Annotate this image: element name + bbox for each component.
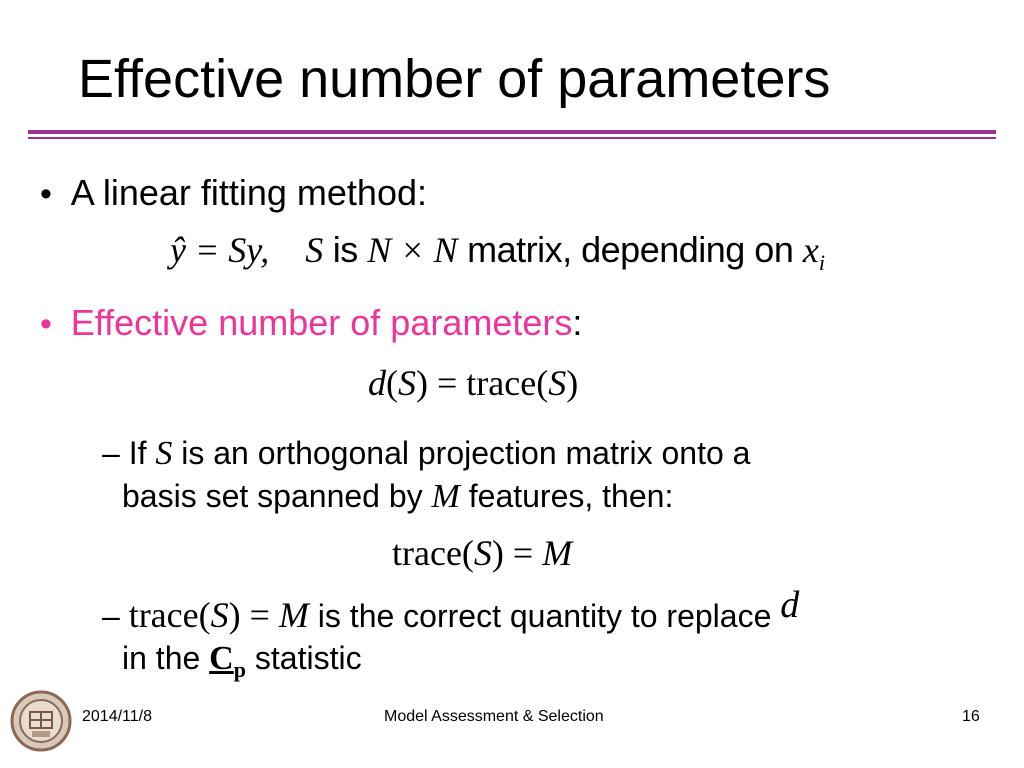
title-rule-thin <box>28 137 996 139</box>
eq3-trace: trace( <box>392 533 474 573</box>
sub-bullet-2-line2 <box>102 641 799 687</box>
sub2-dash: – <box>102 598 129 634</box>
eq2-S2: S <box>548 363 567 403</box>
sub1-text3: features, then: <box>459 478 674 514</box>
sub2-trace: trace( <box>128 595 211 635</box>
sub2-text2: in the <box>122 640 210 676</box>
bullet-2-text: Effective number of parameters <box>70 302 573 343</box>
sub-bullet-1-line1 <box>102 432 750 475</box>
bullet-2 <box>40 302 582 344</box>
eq1-yhat: ŷ <box>170 230 186 270</box>
footer-date: 2014/11/8 <box>82 708 152 725</box>
cp-p: p <box>233 656 246 682</box>
bullet-dot-icon: • <box>40 305 71 343</box>
university-seal-icon <box>10 690 72 752</box>
sub1-M: M <box>431 478 460 515</box>
eq1-is: is <box>323 229 368 270</box>
sub2-d: d <box>780 584 800 626</box>
eq1-equals-sy: = Sy, <box>185 230 270 270</box>
bullet-1 <box>40 172 427 214</box>
bullet-2-colon: : <box>572 302 583 343</box>
sub-bullet-2-line1 <box>102 584 800 641</box>
sub2-text1: is the correct quantity to replace <box>308 598 781 634</box>
equation-trace-m <box>392 532 572 574</box>
cp-C: C <box>209 640 234 677</box>
equation-linear-fit <box>170 229 825 276</box>
eq1-S: S <box>305 230 324 270</box>
eq3-M: M <box>542 533 573 573</box>
cp-symbol <box>209 640 246 682</box>
footer-page-number: 16 <box>962 708 980 725</box>
sub2-M: M <box>278 595 309 635</box>
sub-bullet-2 <box>102 584 800 687</box>
eq2-close: ) <box>566 363 579 403</box>
eq3-close-eq: ) = <box>491 533 543 573</box>
sub1-text2: basis set spanned by <box>122 478 432 514</box>
eq3-S: S <box>473 533 492 573</box>
sub2-close-eq: ) = <box>228 595 279 635</box>
sub1-S: S <box>155 435 173 472</box>
sub-bullet-1 <box>102 432 750 518</box>
eq2-open: ( <box>386 363 398 403</box>
eq1-NxN: N × N <box>367 230 458 270</box>
sub2-S: S <box>210 595 229 635</box>
sub1-dash: – If <box>102 435 156 471</box>
bullet-1-text: A linear fitting method: <box>70 172 427 213</box>
title-rule-thick <box>28 130 996 134</box>
eq1-i: i <box>818 250 825 276</box>
footer-title: Model Assessment & Selection <box>384 708 604 725</box>
eq1-x: x <box>802 230 819 270</box>
eq1-matrix-text: matrix, depending on <box>457 229 803 270</box>
slide-title: Effective number of parameters <box>78 49 831 109</box>
sub2-text3: statistic <box>245 640 362 676</box>
eq2-d: d <box>368 363 386 403</box>
equation-effective-params <box>368 362 578 404</box>
sub1-text1: is an orthogonal projection matrix onto a <box>172 435 751 471</box>
sub-bullet-1-line2 <box>102 475 750 518</box>
bullet-dot-icon: • <box>40 175 71 213</box>
eq2-close-eq: ) = trace( <box>416 363 549 403</box>
eq2-S: S <box>398 363 416 403</box>
